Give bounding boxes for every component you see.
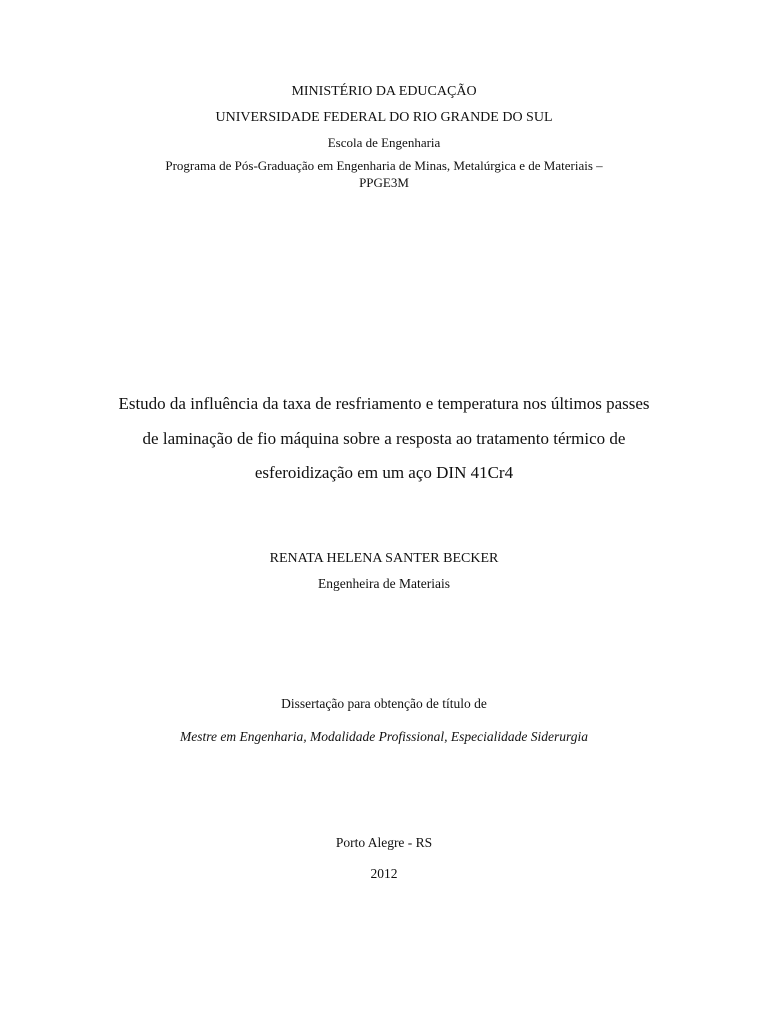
thesis-title-line1: Estudo da influência da taxa de resfriamento e temperatura nos últimos passes [118, 394, 650, 413]
author-degree: Engenheira de Materiais [318, 576, 450, 591]
thesis-title-line2: de laminação de fio máquina sobre a resposta ao tratamento térmico de [142, 429, 626, 448]
degree-title: Mestre em Engenharia, Modalidade Profissional, Especialidade Siderurgia [180, 729, 588, 744]
author-name: RENATA HELENA SANTER BECKER [269, 551, 499, 566]
university-heading: UNIVERSIDADE FEDERAL DO RIO GRANDE DO SUL [215, 110, 553, 125]
place: Porto Alegre - RS [335, 835, 433, 850]
school-heading: Escola de Engenharia [327, 135, 441, 150]
program-heading-line2: PPGE3M [359, 175, 409, 190]
thesis-title-line3: esferoidização em um aço DIN 41Cr4 [254, 463, 514, 482]
year: 2012 [370, 866, 398, 881]
dissertation-purpose: Dissertação para obtenção de título de [281, 696, 487, 711]
program-heading-line1: Programa de Pós-Graduação em Engenharia de Minas, Metalúrgica e de Materiais – [165, 158, 603, 173]
ministry-heading: MINISTÉRIO DA EDUCAÇÃO [291, 84, 477, 99]
